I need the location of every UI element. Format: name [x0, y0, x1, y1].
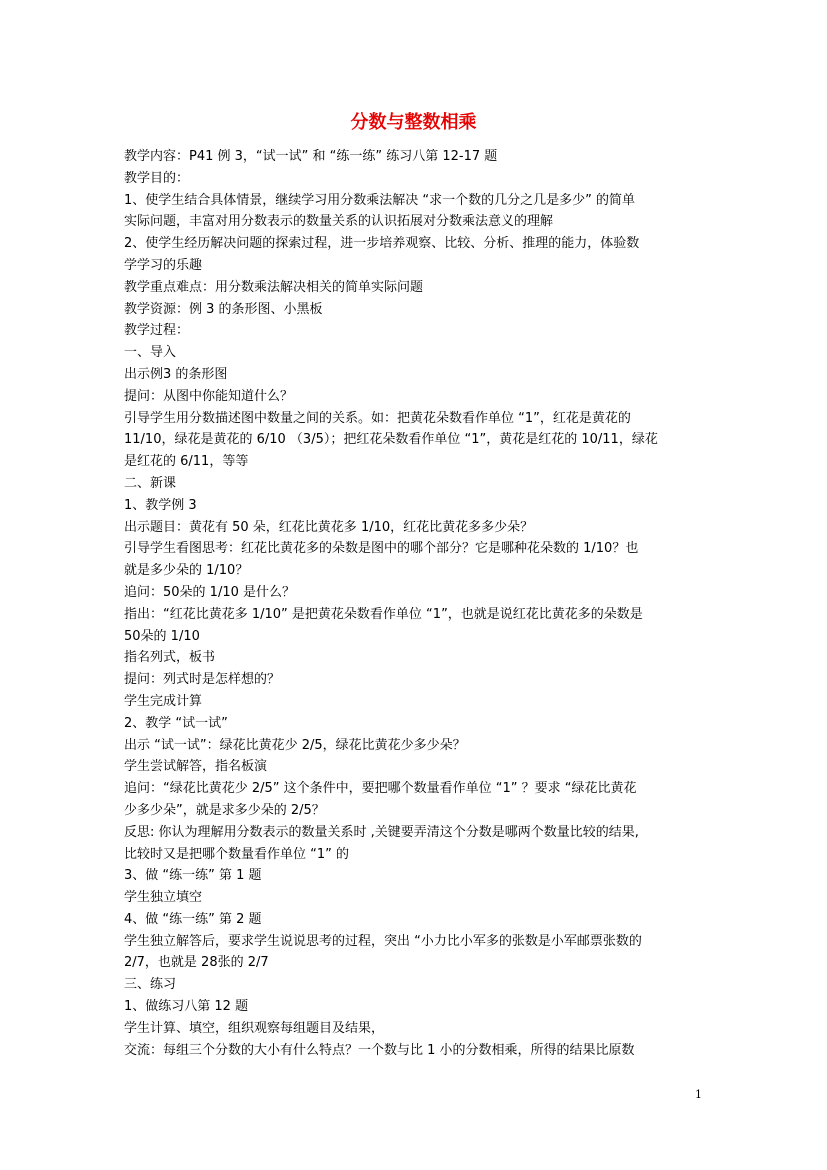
- document-title: 分数与整数相乘: [350, 112, 477, 133]
- body-line: 教学目的：: [124, 170, 190, 186]
- body-line: 学生独立解答后，要求学生说说思考的过程，突出 “小力比小军多的张数是小军邮票张数的: [124, 933, 642, 949]
- body-line: 三、练习: [124, 977, 177, 993]
- body-line: 二、新课: [124, 475, 177, 491]
- document-body: [124, 146, 706, 1061]
- body-line: 1、做练习八第 12 题: [124, 999, 249, 1015]
- body-line: 50朵的 1/10: [124, 628, 200, 644]
- page-number: 1: [695, 1088, 702, 1101]
- body-line: 出示例3 的条形图: [124, 366, 228, 382]
- body-line: 2/7，也就是 28张的 2/7: [124, 955, 269, 971]
- body-line: 反思: 你认为理解用分数表示的数量关系时 ,关键要弄清这个分数是哪两个数量比较的结果,: [124, 824, 639, 840]
- body-line: 提问：从图中你能知道什么？: [124, 388, 294, 404]
- body-line: 1、教学例 3: [124, 497, 197, 513]
- body-line: 学生尝试解答，指名板演: [124, 759, 268, 775]
- body-line: 3、做 “练一练” 第 1 题: [124, 868, 262, 884]
- body-line: 学学习的乐趣: [124, 257, 203, 273]
- body-line: 教学重点难点：用分数乘法解决相关的简单实际问题: [124, 279, 424, 295]
- body-line: 教学过程：: [124, 323, 190, 339]
- body-line: 4、做 “练一练” 第 2 题: [124, 911, 262, 927]
- body-line: 引导学生用分数描述图中数量之间的关系。如：把黄花朵数看作单位 “1”，红花是黄花的: [124, 410, 631, 426]
- body-line: 11/10，绿花是黄花的 6/10 （3/5）；把红花朵数看作单位 “1”，黄花是红花的 10/11，绿花: [124, 432, 658, 448]
- body-line: 学生计算、填空，组织观察每组题目及结果，: [124, 1020, 385, 1036]
- body-line: 教学内容：P41 例 3，“试一试” 和 “练一练” 练习八第 12-17 题: [124, 149, 498, 164]
- body-line: 追问：50朵的 1/10 是什么？: [124, 584, 295, 600]
- body-line: 是红花的 6/11，等等: [124, 454, 249, 470]
- body-line: 交流：每组三个分数的大小有什么特点？一个数与比 1 小的分数相乘，所得的结果比原数: [124, 1042, 635, 1058]
- body-line: 2、使学生经历解决问题的探索过程，进一步培养观察、比较、分析、推理的能力，体验数: [124, 236, 640, 252]
- body-line: 1、使学生结合具体情景，继续学习用分数乘法解决 “求一个数的几分之几是多少” 的简单: [124, 192, 636, 208]
- body-line: 2、教学 “试一试”: [124, 715, 228, 731]
- body-line: 指名列式，板书: [124, 650, 216, 666]
- body-line: 少多少朵”，就是求多少朵的 2/5？: [124, 802, 325, 818]
- body-line: 实际问题，丰富对用分数表示的数量关系的认识拓展对分数乘法意义的理解: [124, 214, 554, 230]
- body-line: 出示题目：黄花有 50 朵，红花比黄花多 1/10，红花比黄花多多少朵？: [124, 519, 534, 535]
- body-line: 引导学生看图思考：红花比黄花多的朵数是图中的哪个部分？它是哪种花朵数的 1/10？也: [124, 541, 639, 557]
- body-line: 学生完成计算: [124, 693, 203, 709]
- body-line: 指出：“红花比黄花多 1/10” 是把黄花朵数看作单位 “1”，也就是说红花比黄花多的朵数是: [124, 606, 643, 622]
- body-line: 学生独立填空: [124, 890, 203, 906]
- body-line: 比较时又是把哪个数量看作单位 “1” 的: [124, 846, 350, 862]
- body-line: 教学资源：例 3 的条形图、小黑板: [124, 301, 323, 317]
- body-line: 出示 “试一试”：绿花比黄花少 2/5，绿花比黄花少多少朵？: [124, 737, 466, 753]
- body-line: 追问：“绿花比黄花少 2/5” 这个条件中，要把哪个数量看作单位 “1” ？要求 “绿花比黄花: [124, 781, 637, 797]
- body-line: 一、导入: [124, 345, 177, 361]
- body-line: 提问：列式时是怎样想的？: [124, 672, 281, 688]
- body-line: 就是多少朵的 1/10？: [124, 563, 249, 579]
